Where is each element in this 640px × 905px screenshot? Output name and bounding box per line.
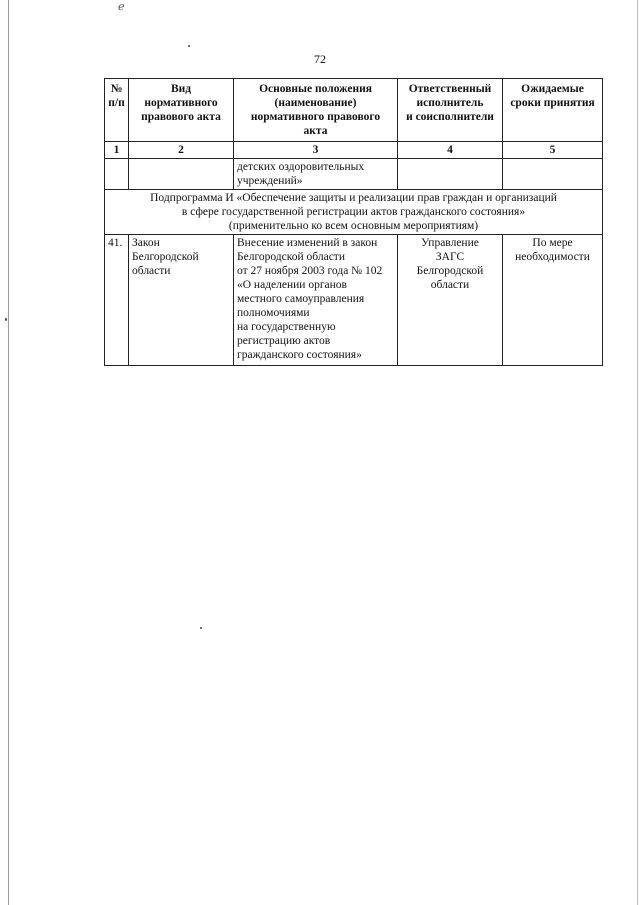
header-responsible: Ответственный исполнитель и соисполнители	[398, 79, 503, 142]
subprogram-row	[105, 190, 603, 235]
table-header-row	[105, 79, 603, 142]
page-number: 72	[314, 52, 326, 66]
table-cell	[129, 159, 234, 190]
table-row	[105, 235, 603, 366]
header-act-type: Вид нормативного правового акта	[129, 79, 234, 142]
column-number: 1	[105, 142, 129, 159]
table-cell	[503, 159, 603, 190]
column-number: 4	[398, 142, 503, 159]
legal-acts-table	[104, 78, 603, 366]
table-cell	[105, 159, 129, 190]
scan-speck	[200, 627, 202, 629]
subprogram-title: Подпрограмма И «Обеспечение защиты и реализации прав граждан и организаций в сфере государственной регистрации актов гражданского состояния» (применительно ко всем основным мероприятиям)	[105, 190, 603, 235]
header-deadline: Ожидаемые сроки принятия	[503, 79, 603, 142]
table-cell: детских оздоровительных учреждений»	[234, 159, 398, 190]
page-edge-right	[637, 0, 638, 905]
column-number: 3	[234, 142, 398, 159]
scan-speck	[188, 45, 190, 47]
scan-speck	[5, 318, 7, 321]
column-number: 2	[129, 142, 234, 159]
scan-mark: ℯ	[118, 1, 125, 13]
continuation-row	[105, 159, 603, 190]
row-provisions: Внесение изменений в закон Белгородской области от 27 ноября 2003 года № 102 «О наделении органов местного самоуправления полномочиями на государственную регистрацию актов гражданского состояния»	[234, 235, 398, 366]
column-number-row	[105, 142, 603, 159]
row-number: 41.	[105, 235, 129, 366]
row-deadline: По мере необходимости	[503, 235, 603, 366]
column-number: 5	[503, 142, 603, 159]
row-responsible: Управление ЗАГС Белгородской области	[398, 235, 503, 366]
page-edge-left	[8, 0, 9, 905]
header-number: № п/п	[105, 79, 129, 142]
row-act-type: Закон Белгородской области	[129, 235, 234, 366]
header-provisions: Основные положения (наименование) нормативного правового акта	[234, 79, 398, 142]
table-cell	[398, 159, 503, 190]
